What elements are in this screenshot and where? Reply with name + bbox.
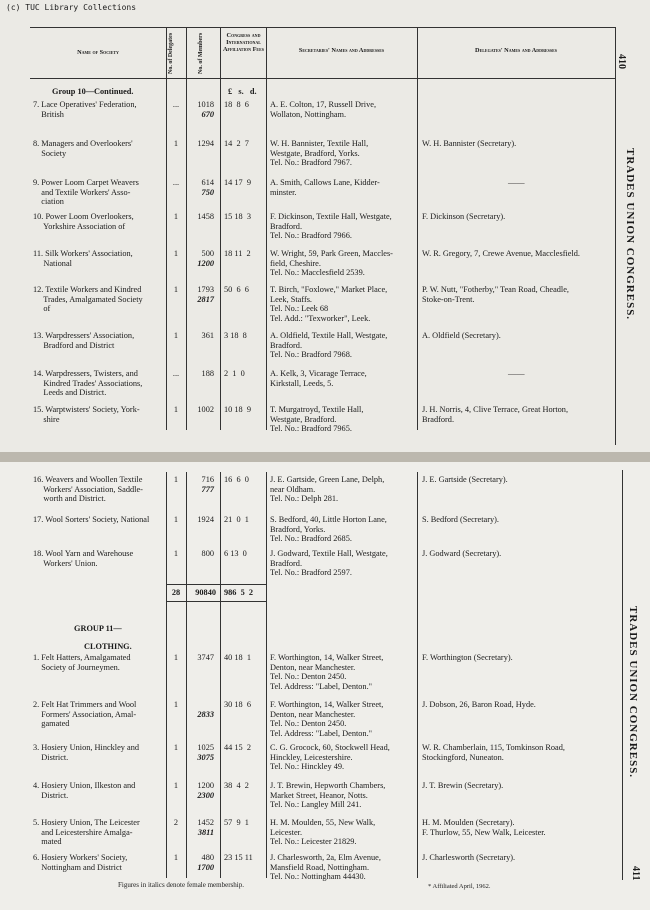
delegate-address: —— <box>508 369 525 378</box>
footnote: Figures in italics denote female membership. <box>118 881 244 889</box>
secretary-address: H. M. Moulden, 55, New Walk, Leicester. Tel. No.: Leicester 21829. <box>270 818 376 847</box>
delegate-count: 1 <box>173 405 179 414</box>
delegate-count: 1 <box>173 249 179 258</box>
header-society: Name of Society <box>77 49 119 56</box>
affiliation-fee: 6 13 0 <box>224 549 247 558</box>
society-name: 11. Silk Workers' Association, National <box>33 249 133 268</box>
delegate-address: J. Dobson, 26, Baron Road, Hyde. <box>422 700 536 709</box>
col-rule-lower-f <box>220 472 221 878</box>
female-member-count: 3811 <box>197 827 214 837</box>
delegate-count: 1 <box>173 853 179 862</box>
affiliation-fee: 18 8 6 <box>224 100 249 109</box>
footnote-affiliated: * Affiliated April, 1962. <box>428 883 491 890</box>
society-name: 17. Wool Sorters' Society, National <box>33 515 150 524</box>
secretary-address: W. Wright, 59, Park Green, Maccles- field, Cheshire. Tel. No.: Macclesfield 2539. <box>270 249 393 278</box>
member-count: 1452 <box>197 818 214 827</box>
affiliation-fee: 3 18 8 <box>224 331 247 340</box>
currency-header: £ s. d. <box>228 87 257 96</box>
col-rule-lower-g <box>417 472 418 878</box>
affiliation-fee: 14 17 9 <box>224 178 251 187</box>
member-count: 1793 <box>197 285 214 294</box>
female-member-count: 1200 <box>197 258 214 268</box>
delegate-count: 1 <box>173 212 179 221</box>
total-fees: 986 5 2 <box>224 588 254 597</box>
secretary-address: F. Worthington, 14, Walker Street, Denton, near Manchester. Tel. No.: Denton 2450. Tel. Address: "Label, Denton." <box>270 700 384 738</box>
member-count: 3747 <box>197 653 214 662</box>
female-member-count: 2817 <box>197 294 214 304</box>
delegate-address: J. Godward (Secretary). <box>422 549 502 558</box>
member-count: 1002 <box>197 405 214 414</box>
member-count: 1294 <box>197 139 214 148</box>
delegate-address: J. Charlesworth (Secretary). <box>422 853 516 862</box>
header-rule-bottom <box>30 78 615 79</box>
delegate-address: W. R. Chamberlain, 115, Tomkinson Road, Stockingford, Nuneaton. <box>422 743 565 762</box>
affiliation-fee: 40 18 1 <box>224 653 251 662</box>
secretary-address: F. Worthington, 14, Walker Street, Denton, near Manchester. Tel. No.: Denton 2450. Tel. Address: "Label, Denton." <box>270 653 384 691</box>
delegate-count: 1 <box>173 743 179 752</box>
page-number-top: 410 <box>616 54 627 69</box>
affiliation-fee: 2 1 0 <box>224 369 245 378</box>
secretary-address: S. Bedford, 40, Little Horton Lane, Bradford, Yorks. Tel. No.: Bradford 2685. <box>270 515 387 544</box>
member-count: 1924 <box>197 515 214 524</box>
delegate-address: —— <box>508 178 525 187</box>
society-name: 14. Warpdressers, Twisters, and Kindred Trades' Associations, Leeds and District. <box>33 369 143 398</box>
secretary-address: W. H. Bannister, Textile Hall, Westgate, Bradford, Yorks. Tel. No.: Bradford 7967. <box>270 139 369 168</box>
col-rule-lower-m <box>186 472 187 878</box>
member-count: 1025 <box>197 743 214 752</box>
society-name: 18. Wool Yarn and Warehouse Workers' Union. <box>33 549 134 568</box>
secretary-address: A. E. Colton, 17, Russell Drive, Wollaton, Nottingham. <box>270 100 377 119</box>
member-count: 361 <box>201 331 214 340</box>
side-title-top: TRADES UNION CONGRESS. <box>624 148 636 321</box>
col-rule-g <box>417 27 418 430</box>
affiliation-fee: 10 18 9 <box>224 405 251 414</box>
member-count: 1200 <box>197 781 214 790</box>
member-count: 480 <box>201 853 214 862</box>
affiliation-fee: 44 15 2 <box>224 743 251 752</box>
totals-rule-top <box>166 584 266 585</box>
delegate-count: 2 <box>173 818 179 827</box>
female-member-count: 670 <box>201 109 214 119</box>
col-rule-e <box>615 27 616 445</box>
society-name: 2. Felt Hat Trimmers and Wool Formers' Association, Amal- gamated <box>33 700 137 729</box>
member-count: 800 <box>201 549 214 558</box>
header-delegates-names: Delegates' Names and Addresses <box>475 47 557 54</box>
delegate-address: W. R. Gregory, 7, Crewe Avenue, Macclesfield. <box>422 249 580 258</box>
secretary-address: T. Murgatroyd, Textile Hall, Westgate, Bradford. Tel. No.: Bradford 7965. <box>270 405 364 434</box>
female-member-count: 1700 <box>197 862 214 872</box>
delegate-address: J. H. Norris, 4, Clive Terrace, Great Horton, Bradford. <box>422 405 569 424</box>
group11-subtitle: CLOTHING. <box>84 642 132 651</box>
member-count: 188 <box>201 369 214 378</box>
side-title-bottom: TRADES UNION CONGRESS. <box>627 606 639 779</box>
col-rule-d <box>166 27 167 430</box>
affiliation-fee: 21 0 1 <box>224 515 249 524</box>
delegate-count: 1 <box>173 285 179 294</box>
delegate-count: 1 <box>173 331 179 340</box>
totals-rule-bottom <box>166 601 266 602</box>
society-name: 8. Managers and Overlookers' Society <box>33 139 133 158</box>
female-member-count: 2833 <box>197 709 214 719</box>
delegate-address: J. T. Brewin (Secretary). <box>422 781 504 790</box>
col-rule-m <box>186 27 187 430</box>
delegate-address: A. Oldfield (Secretary). <box>422 331 501 340</box>
affiliation-fee: 23 15 11 <box>224 853 253 862</box>
society-name: 15. Warptwisters' Society, York- shire <box>33 405 140 424</box>
delegate-address: F. Dickinson (Secretary). <box>422 212 506 221</box>
society-name: 1. Felt Hatters, Amalgamated Society of Journeymen. <box>33 653 131 672</box>
delegate-count: 1 <box>173 653 179 662</box>
secretary-address: A. Oldfield, Textile Hall, Westgate, Bradford. Tel. No.: Bradford 7968. <box>270 331 388 360</box>
secretary-address: J. Charlesworth, 2a, Elm Avenue, Mansfield Road, Nottingham. Tel. No.: Nottingham 44430. <box>270 853 381 882</box>
affiliation-fee: 16 6 0 <box>224 475 249 484</box>
affiliation-fee: 14 2 7 <box>224 139 249 148</box>
affiliation-fee: 38 4 2 <box>224 781 249 790</box>
female-member-count: 750 <box>201 187 214 197</box>
secretary-address: C. G. Grocock, 60, Stockwell Head, Hinckley, Leicestershire. Tel. No.: Hinckley 49. <box>270 743 390 772</box>
society-name: 10. Power Loom Overlookers, Yorkshire Association of <box>33 212 134 231</box>
society-name: 7. Lace Operatives' Federation, British <box>33 100 137 119</box>
member-count: 1018 <box>197 100 214 109</box>
col-rule-lower-edge <box>622 470 623 880</box>
member-count: 1458 <box>197 212 214 221</box>
delegate-address: F. Worthington (Secretary). <box>422 653 513 662</box>
secretary-address: A. Kelk, 3, Vicarage Terrace, Kirkstall, Leeds, 5. <box>270 369 367 388</box>
watermark: (c) TUC Library Collections <box>6 3 137 12</box>
delegate-address: P. W. Nutt, "Fotherby," Tean Road, Cheadle, Stoke-on-Trent. <box>422 285 569 304</box>
col-rule-lower-c <box>266 472 267 878</box>
affiliation-fee: 18 11 2 <box>224 249 251 258</box>
affiliation-fee: 30 18 6 <box>224 700 251 709</box>
secretary-address: F. Dickinson, Textile Hall, Westgate, Bradford. Tel. No.: Bradford 7966. <box>270 212 392 241</box>
member-count: 500 <box>201 249 214 258</box>
delegate-count: 1 <box>173 475 179 484</box>
group11-title: GROUP 11— <box>74 624 122 633</box>
affiliation-fee: 50 6 6 <box>224 285 249 294</box>
society-name: 9. Power Loom Carpet Weavers and Textile Workers' Asso- ciation <box>33 178 139 207</box>
header-secretaries: Secretaries' Names and Addresses <box>298 47 385 54</box>
delegate-address: S. Bedford (Secretary). <box>422 515 499 524</box>
delegate-count: ... <box>172 369 180 378</box>
header-delegates: No. of Delegates <box>168 32 174 74</box>
secretary-address: J. Godward, Textile Hall, Westgate, Bradford. Tel. No.: Bradford 2597. <box>270 549 388 578</box>
header-members: No. of Members <box>198 32 204 74</box>
delegate-count: 1 <box>173 515 179 524</box>
col-rule-lower-d <box>166 472 167 878</box>
total-members: 90840 <box>195 588 216 597</box>
delegate-count: ... <box>172 178 180 187</box>
society-name: 13. Warpdressers' Association, Bradford and District <box>33 331 135 350</box>
delegate-count: 1 <box>173 781 179 790</box>
society-name: 16. Weavers and Woollen Textile Workers' Association, Saddle- worth and District. <box>33 475 143 504</box>
delegate-address: H. M. Moulden (Secretary). F. Thurlow, 55, New Walk, Leicester. <box>422 818 546 837</box>
female-member-count: 777 <box>201 484 214 494</box>
society-name: 3. Hosiery Union, Hinckley and District. <box>33 743 139 762</box>
secretary-address: T. Birch, "Foxlowe," Market Place, Leek, Staffs. Tel. No.: Leek 68 Tel. Add.: "Texworker", Leek. <box>270 285 388 323</box>
affiliation-fee: 15 18 3 <box>224 212 251 221</box>
secretary-address: J. E. Gartside, Green Lane, Delph, near Oldham. Tel. No.: Delph 281. <box>270 475 385 504</box>
header-fees: Congress and International Affiliation Fees <box>222 32 264 53</box>
member-count: 716 <box>201 475 214 484</box>
delegate-count: 1 <box>173 700 179 709</box>
group10-title: Group 10—Continued. <box>52 87 134 96</box>
society-name: 5. Hosiery Union, The Leicester and Leicestershire Amalga- mated <box>33 818 140 847</box>
society-name: 6. Hosiery Workers' Society, Nottingham and District <box>33 853 128 872</box>
delegate-address: J. E. Gartside (Secretary). <box>422 475 508 484</box>
header-rule-top <box>30 27 615 28</box>
col-rule-f <box>220 27 221 430</box>
total-delegates: 28 <box>171 588 181 597</box>
delegate-address: W. H. Bannister (Secretary). <box>422 139 517 148</box>
society-name: 4. Hosiery Union, Ilkeston and District. <box>33 781 136 800</box>
secretary-address: A. Smith, Callows Lane, Kidder- minster. <box>270 178 380 197</box>
col-rule-c <box>266 27 267 430</box>
delegate-count: 1 <box>173 139 179 148</box>
female-member-count: 3075 <box>197 752 214 762</box>
society-name: 12. Textile Workers and Kindred Trades, Amalgamated Society of <box>33 285 143 314</box>
secretary-address: J. T. Brewin, Hepworth Chambers, Market Street, Heanor, Notts. Tel. No.: Langley Mill 241. <box>270 781 386 810</box>
female-member-count: 2300 <box>197 790 214 800</box>
affiliation-fee: 57 9 1 <box>224 818 249 827</box>
page-number-bottom: 411 <box>630 866 641 881</box>
member-count: 614 <box>201 178 214 187</box>
delegate-count: 1 <box>173 549 179 558</box>
delegate-count: ... <box>172 100 180 109</box>
